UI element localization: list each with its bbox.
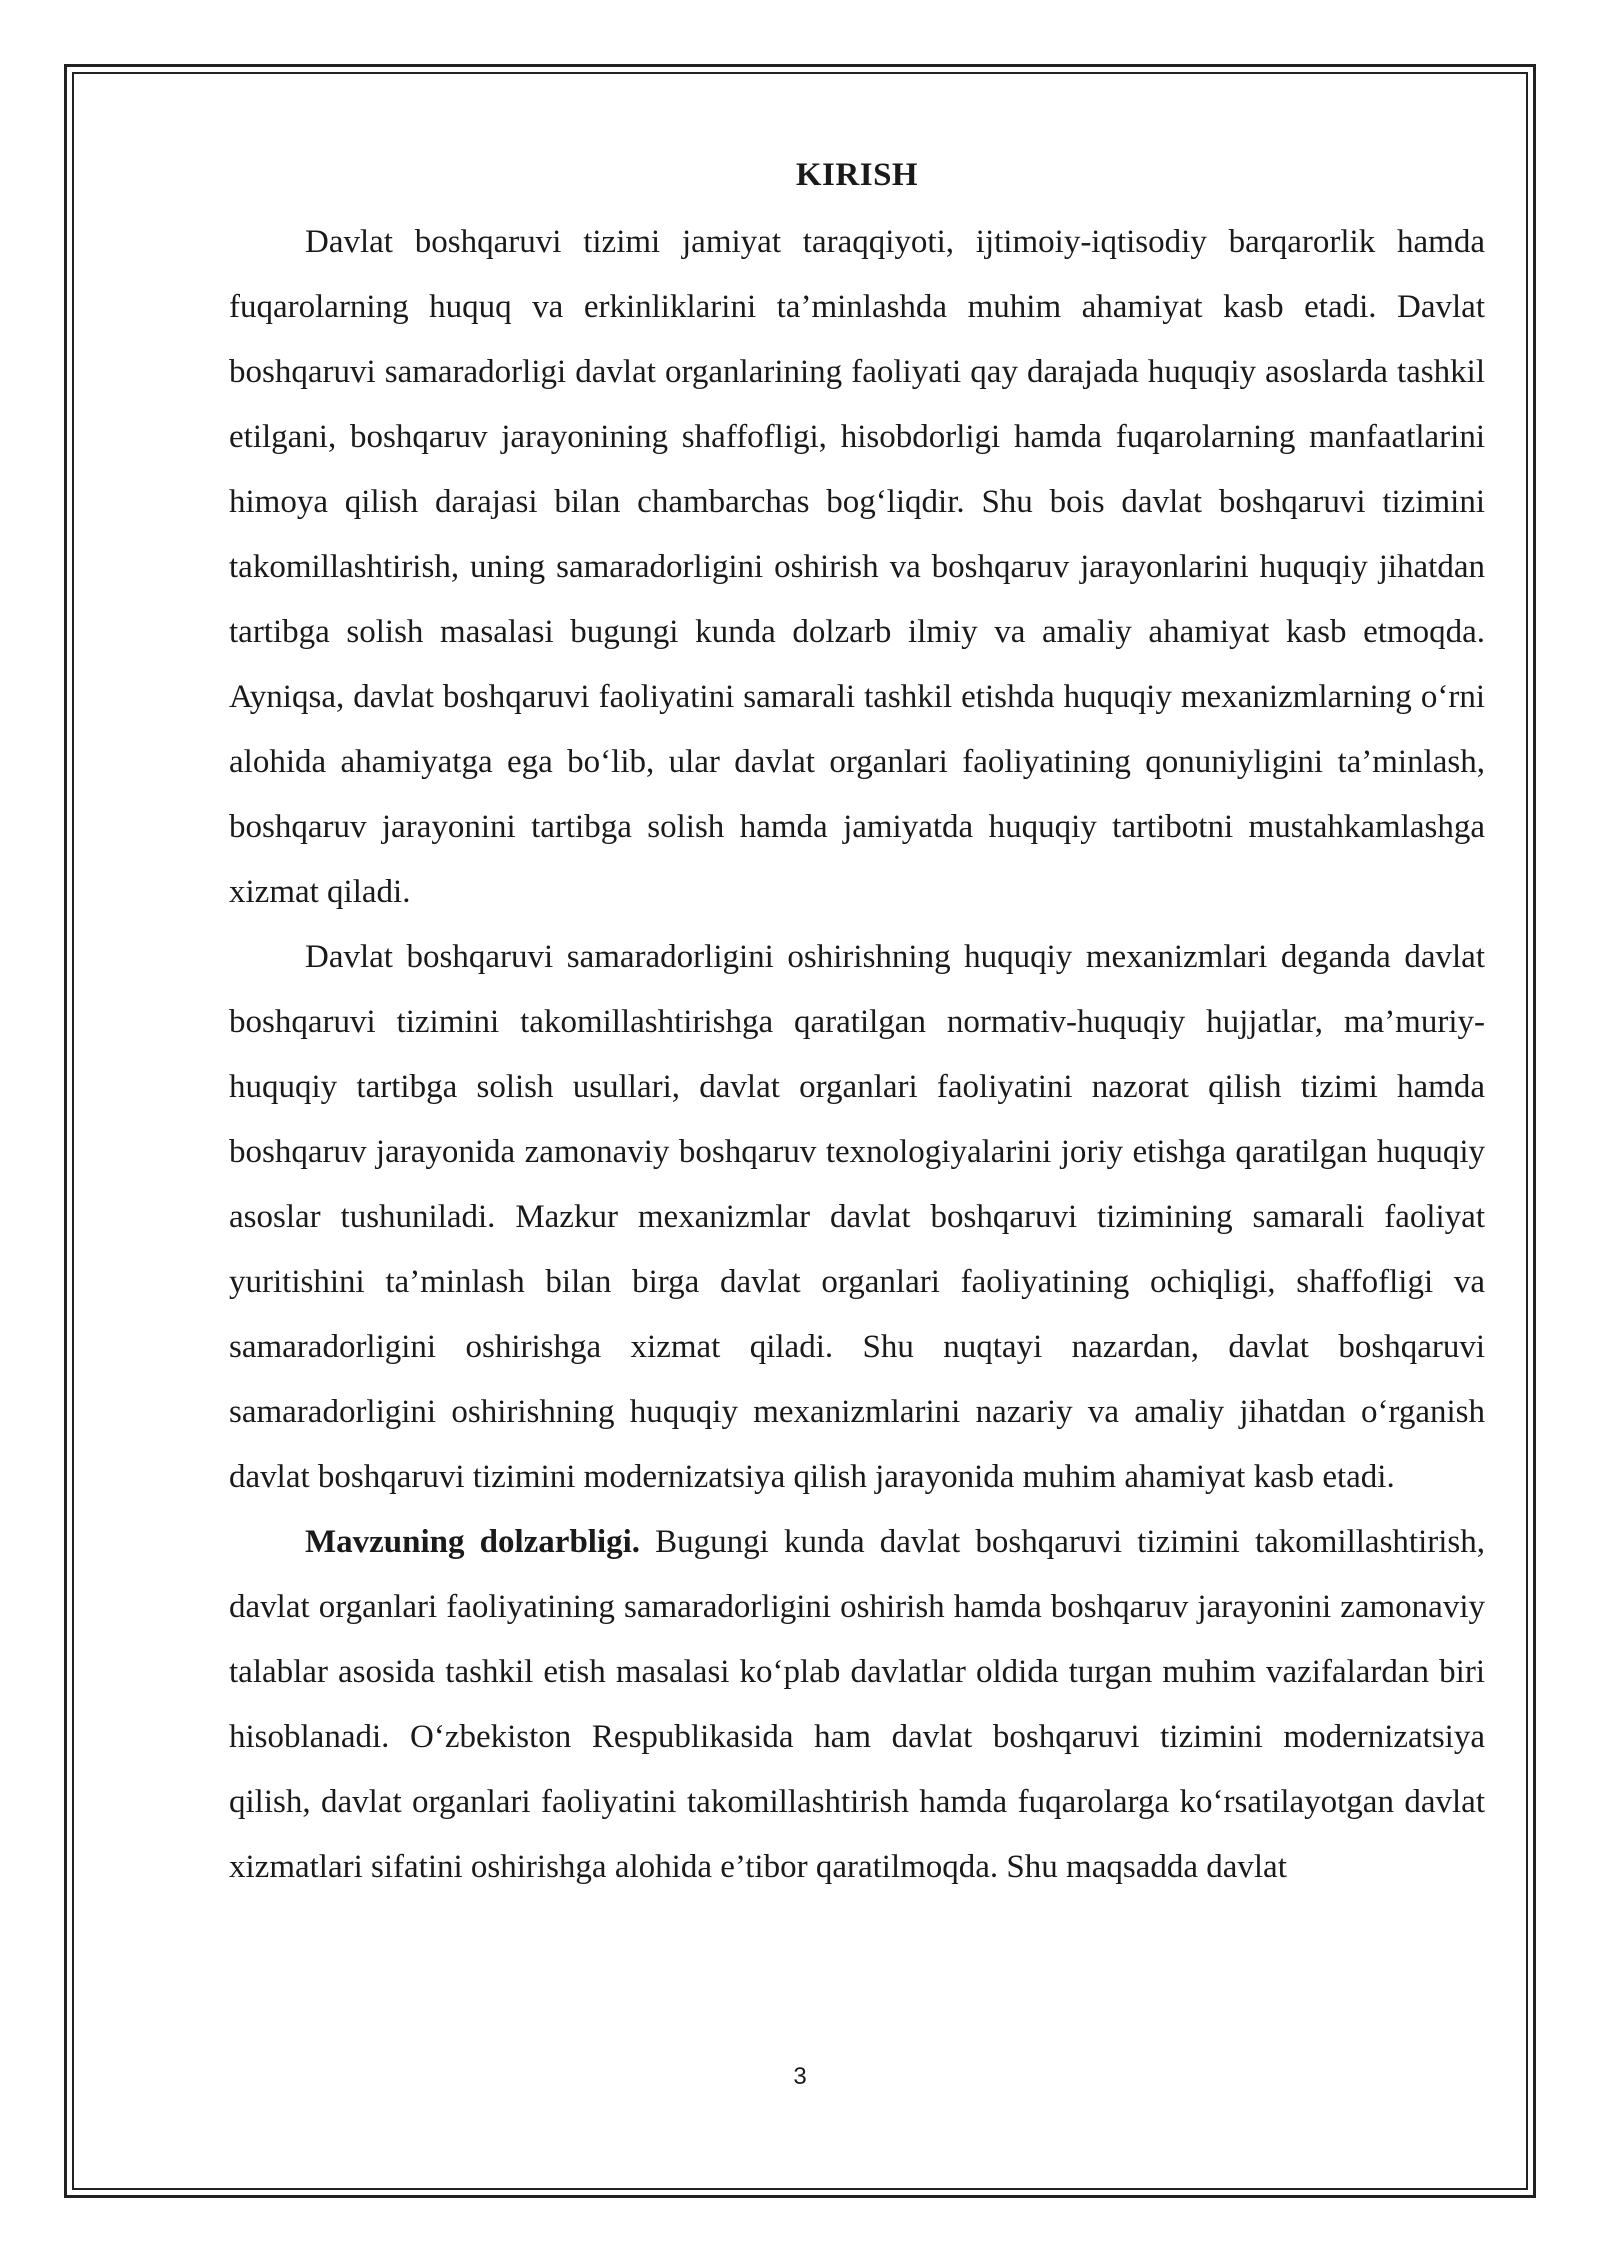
paragraph-1 xyxy=(229,210,1485,925)
paragraph-3-lead: Mavzuning dolzarbligi. xyxy=(305,1524,641,1560)
page-number: 3 xyxy=(793,2063,807,2090)
paragraph-3 xyxy=(229,1510,1485,1900)
paragraph-2-text: Davlat boshqaruvi samaradorligini oshirishning huquqiy mexanizmlari deganda davlat boshqaruvi tizimini takomillashtirishga qaratilgan normativ-huquqiy hujjatlar, ma’muriy-huquqiy tartibga solish usullari, davlat organlari faoliyatini nazorat qilish tizimi hamda boshqaruv jarayonida zamonaviy boshqaruv texnologiyalarini joriy etishga qaratilgan huquqiy asoslar tushuniladi. Mazkur mexanizmlar davlat boshqaruvi tizimining samarali faoliyat yuritishini ta’minlash bilan birga davlat organlari faoliyatining ochiqligi, shaffofligi va samaradorligini oshirishga xizmat qiladi. Shu nuqtayi nazardan, davlat boshqaruvi samaradorligini oshirishning huquqiy mexanizmlarini nazariy va amaliy jihatdan o‘rganish davlat boshqaruvi tizimini modernizatsiya qilish jarayonida muhim ahamiyat kasb etadi. xyxy=(229,939,1485,1495)
paragraph-1-text: Davlat boshqaruvi tizimi jamiyat taraqqiyoti, ijtimoiy-iqtisodiy barqarorlik hamda fuqarolarning huquq va erkinliklarini ta’minlashda muhim ahamiyat kasb etadi. Davlat boshqaruvi samaradorligi davlat organlarining faoliyati qay darajada huquqiy asoslarda tashkil etilgani, boshqaruv jarayonining shaffofligi, hisobdorligi hamda fuqarolarning manfaatlarini himoya qilish darajasi bilan chambarchas bog‘liqdir. Shu bois davlat boshqaruvi tizimini takomillashtirish, uning samaradorligini oshirish va boshqaruv jarayonlarini huquqiy jihatdan tartibga solish masalasi bugungi kunda dolzarb ilmiy va amaliy ahamiyat kasb etmoqda. Ayniqsa, davlat boshqaruvi faoliyatini samarali tashkil etishda huquqiy mexanizmlarning o‘rni alohida ahamiyatga ega bo‘lib, ular davlat organlari faoliyatining qonuniyligini ta’minlash, boshqaruv jarayonini tartibga solish hamda jamiyatda huquqiy tartibotni mustahkamlashga xizmat qiladi. xyxy=(229,224,1485,910)
page-content xyxy=(229,150,1485,1900)
paragraph-2 xyxy=(229,925,1485,1510)
paragraph-3-text: Bugungi kunda davlat boshqaruvi tizimini takomillashtirish, davlat organlari faoliyatining samaradorligini oshirish hamda boshqaruv jarayonini zamonaviy talablar asosida tashkil etish masalasi ko‘plab davlatlar oldida turgan muhim vazifalardan biri hisoblanadi. O‘zbekiston Respublikasida ham davlat boshqaruvi tizimini modernizatsiya qilish, davlat organlari faoliyatini takomillashtirish hamda fuqarolarga ko‘rsatilayotgan davlat xizmatlari sifatini oshirishga alohida e’tibor qaratilmoqda. Shu maqsadda davlat xyxy=(229,1524,1486,1885)
section-title: KIRISH xyxy=(795,157,919,193)
